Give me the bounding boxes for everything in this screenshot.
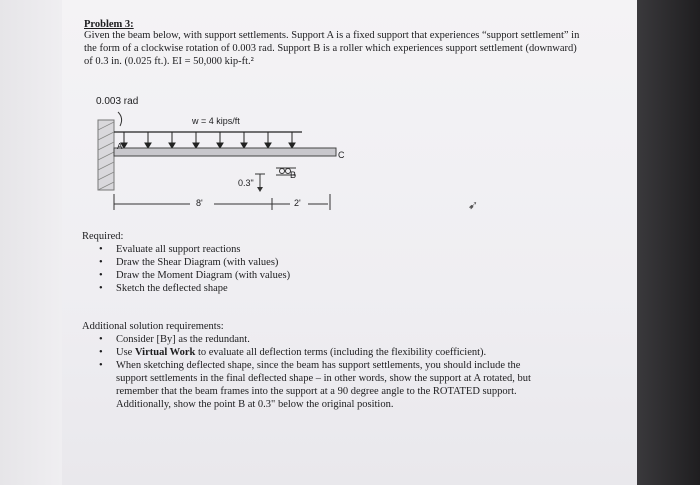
support-a-label: A (117, 142, 123, 151)
list-item: • Evaluate all support reactions (99, 244, 241, 255)
list-item: • Sketch the deflected shape (99, 283, 228, 294)
list-item: • Draw the Moment Diagram (with values) (99, 270, 291, 281)
list-item: • Use Virtual Work to evaluate all deflection terms (including the flexibility coefficient). (99, 347, 487, 358)
bullet-icon: • (99, 334, 103, 345)
rotation-label: 0.003 rad (96, 96, 139, 107)
bullet-icon: • (99, 283, 103, 294)
list-item: • Consider [By] as the redundant. (99, 334, 250, 345)
problem-statement: Given the beam below, with support settlements. Support A is a fixed support that experiences “support settlement” in the form of a clockwise rotation of 0.003 rad. Support B is a roller which experiences support settlement (downward) of 0.3 in. (0.025 ft.). EI = 50,000 kip-ft.² (84, 30, 580, 67)
support-b-label: B (290, 170, 297, 180)
beam (114, 148, 336, 156)
additional-section (82, 320, 552, 411)
required-heading: Required: (82, 231, 124, 242)
bullet-icon: • (99, 257, 103, 268)
fixed-support-wall (98, 120, 114, 190)
span-ab-label: 8' (196, 198, 203, 208)
required-section (82, 230, 290, 295)
mouse-cursor-icon: ➹ (468, 198, 479, 212)
additional-list (96, 333, 552, 411)
support-c-label: C (338, 150, 345, 160)
bullet-icon: • (99, 270, 103, 281)
span-bc-label: 2' (294, 198, 301, 208)
right-edge-shadow (637, 0, 700, 485)
settlement-label: 0.3" (238, 178, 254, 188)
bullet-icon: • (99, 347, 103, 358)
page-edge-shadow (0, 0, 62, 485)
bullet-icon: • (99, 244, 103, 255)
list-item: • Draw the Shear Diagram (with values) (99, 257, 279, 268)
load-label: w = 4 kips/ft (192, 116, 240, 126)
additional-heading: Additional solution requirements: (82, 321, 224, 332)
required-list (96, 243, 290, 295)
settlement-arrowhead (257, 187, 263, 192)
virtual-work-keyword: Virtual Work (134, 347, 196, 358)
problem-title: Problem 3: (84, 19, 134, 30)
load-arrows (121, 132, 295, 148)
bullet-icon: • (99, 360, 103, 371)
rotation-arrow (118, 112, 122, 126)
list-item: • When sketching deflected shape, since the beam has support settlements, you should include the support settlements in the final deflected shape – in other words, show the support at A rotated, but remember that the beam frames into the support at a 90 degree angle to the ROTATED support. Additionally, show the point B at 0.3" below the original position. (99, 360, 531, 410)
beam-sketch (90, 90, 370, 230)
